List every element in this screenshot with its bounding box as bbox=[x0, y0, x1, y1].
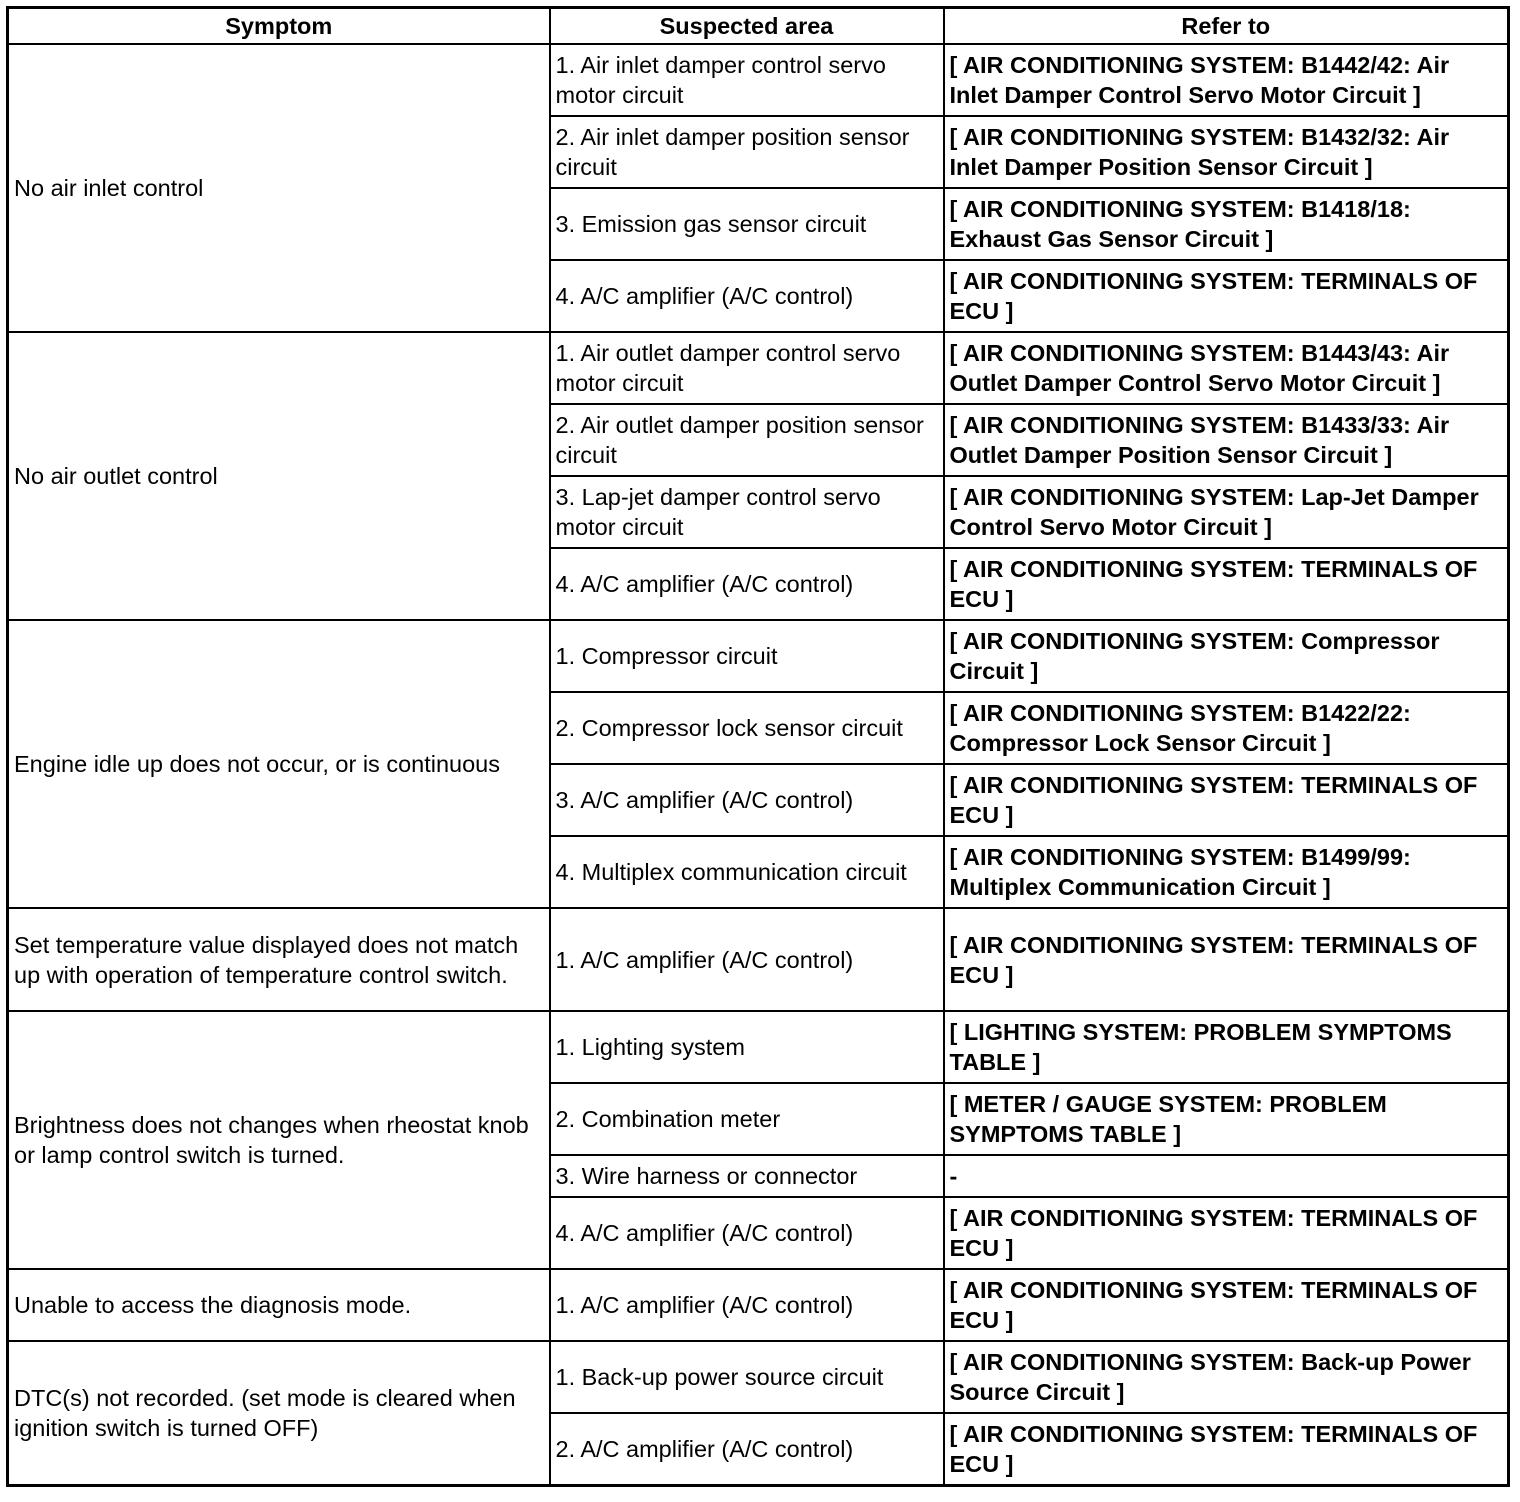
suspected-area-cell: 2. A/C amplifier (A/C control) bbox=[550, 1413, 944, 1486]
refer-to-cell: [ AIR CONDITIONING SYSTEM: TERMINALS OF ECU ] bbox=[944, 764, 1509, 836]
refer-to-cell: [ AIR CONDITIONING SYSTEM: TERMINALS OF ECU ] bbox=[944, 548, 1509, 620]
suspected-area-cell: 1. Air outlet damper control servo motor circuit bbox=[550, 332, 944, 404]
symptom-cell: DTC(s) not recorded. (set mode is cleared when ignition switch is turned OFF) bbox=[8, 1341, 550, 1486]
suspected-area-cell: 3. Wire harness or connector bbox=[550, 1155, 944, 1197]
symptom-cell: Brightness does not changes when rheostat knob or lamp control switch is turned. bbox=[8, 1011, 550, 1269]
refer-to-cell: [ AIR CONDITIONING SYSTEM: B1418/18: Exhaust Gas Sensor Circuit ] bbox=[944, 188, 1509, 260]
suspected-area-cell: 3. Emission gas sensor circuit bbox=[550, 188, 944, 260]
refer-to-cell: [ AIR CONDITIONING SYSTEM: TERMINALS OF ECU ] bbox=[944, 1197, 1509, 1269]
refer-to-cell: [ AIR CONDITIONING SYSTEM: B1443/43: Air Outlet Damper Control Servo Motor Circuit ] bbox=[944, 332, 1509, 404]
suspected-area-cell: 4. A/C amplifier (A/C control) bbox=[550, 548, 944, 620]
refer-to-cell: [ AIR CONDITIONING SYSTEM: TERMINALS OF ECU ] bbox=[944, 1269, 1509, 1341]
symptom-cell: No air outlet control bbox=[8, 332, 550, 620]
refer-to-cell: [ AIR CONDITIONING SYSTEM: B1433/33: Air Outlet Damper Position Sensor Circuit ] bbox=[944, 404, 1509, 476]
symptom-cell: No air inlet control bbox=[8, 44, 550, 332]
table-row bbox=[8, 620, 1509, 692]
suspected-area-cell: 4. A/C amplifier (A/C control) bbox=[550, 260, 944, 332]
refer-to-cell: [ AIR CONDITIONING SYSTEM: B1432/32: Air Inlet Damper Position Sensor Circuit ] bbox=[944, 116, 1509, 188]
suspected-area-cell: 1. A/C amplifier (A/C control) bbox=[550, 1269, 944, 1341]
refer-to-cell: [ AIR CONDITIONING SYSTEM: B1499/99: Multiplex Communication Circuit ] bbox=[944, 836, 1509, 908]
refer-to-cell: [ AIR CONDITIONING SYSTEM: Back-up Power Source Circuit ] bbox=[944, 1341, 1509, 1413]
refer-to-cell: [ AIR CONDITIONING SYSTEM: TERMINALS OF ECU ] bbox=[944, 1413, 1509, 1486]
refer-to-cell: [ AIR CONDITIONING SYSTEM: B1442/42: Air Inlet Damper Control Servo Motor Circuit ] bbox=[944, 44, 1509, 116]
suspected-area-cell: 2. Air inlet damper position sensor circuit bbox=[550, 116, 944, 188]
header-symptom: Symptom bbox=[8, 8, 550, 45]
symptom-cell: Engine idle up does not occur, or is continuous bbox=[8, 620, 550, 908]
suspected-area-cell: 1. Back-up power source circuit bbox=[550, 1341, 944, 1413]
suspected-area-cell: 2. Air outlet damper position sensor circuit bbox=[550, 404, 944, 476]
refer-to-cell: [ AIR CONDITIONING SYSTEM: TERMINALS OF ECU ] bbox=[944, 260, 1509, 332]
suspected-area-cell: 3. Lap-jet damper control servo motor circuit bbox=[550, 476, 944, 548]
suspected-area-cell: 4. A/C amplifier (A/C control) bbox=[550, 1197, 944, 1269]
refer-to-cell: [ AIR CONDITIONING SYSTEM: TERMINALS OF ECU ] bbox=[944, 908, 1509, 1011]
suspected-area-cell: 1. Lighting system bbox=[550, 1011, 944, 1083]
table-row bbox=[8, 1011, 1509, 1083]
header-refer-to: Refer to bbox=[944, 8, 1509, 45]
suspected-area-cell: 1. Air inlet damper control servo motor circuit bbox=[550, 44, 944, 116]
problem-symptoms-table bbox=[6, 6, 1510, 1487]
refer-to-cell: [ METER / GAUGE SYSTEM: PROBLEM SYMPTOMS TABLE ] bbox=[944, 1083, 1509, 1155]
suspected-area-cell: 1. A/C amplifier (A/C control) bbox=[550, 908, 944, 1011]
suspected-area-cell: 1. Compressor circuit bbox=[550, 620, 944, 692]
refer-to-cell: [ AIR CONDITIONING SYSTEM: Lap-Jet Damper Control Servo Motor Circuit ] bbox=[944, 476, 1509, 548]
table-row bbox=[8, 1341, 1509, 1413]
refer-to-cell: [ LIGHTING SYSTEM: PROBLEM SYMPTOMS TABLE ] bbox=[944, 1011, 1509, 1083]
refer-to-cell: - bbox=[944, 1155, 1509, 1197]
table-body bbox=[8, 44, 1509, 1486]
table-row bbox=[8, 908, 1509, 1011]
suspected-area-cell: 3. A/C amplifier (A/C control) bbox=[550, 764, 944, 836]
header-row bbox=[8, 8, 1509, 45]
refer-to-cell: [ AIR CONDITIONING SYSTEM: Compressor Circuit ] bbox=[944, 620, 1509, 692]
suspected-area-cell: 4. Multiplex communication circuit bbox=[550, 836, 944, 908]
table-row bbox=[8, 44, 1509, 116]
table-row bbox=[8, 1269, 1509, 1341]
table-row bbox=[8, 332, 1509, 404]
header-suspected-area: Suspected area bbox=[550, 8, 944, 45]
symptom-cell: Set temperature value displayed does not match up with operation of temperature control switch. bbox=[8, 908, 550, 1011]
refer-to-cell: [ AIR CONDITIONING SYSTEM: B1422/22: Compressor Lock Sensor Circuit ] bbox=[944, 692, 1509, 764]
suspected-area-cell: 2. Combination meter bbox=[550, 1083, 944, 1155]
symptom-cell: Unable to access the diagnosis mode. bbox=[8, 1269, 550, 1341]
suspected-area-cell: 2. Compressor lock sensor circuit bbox=[550, 692, 944, 764]
